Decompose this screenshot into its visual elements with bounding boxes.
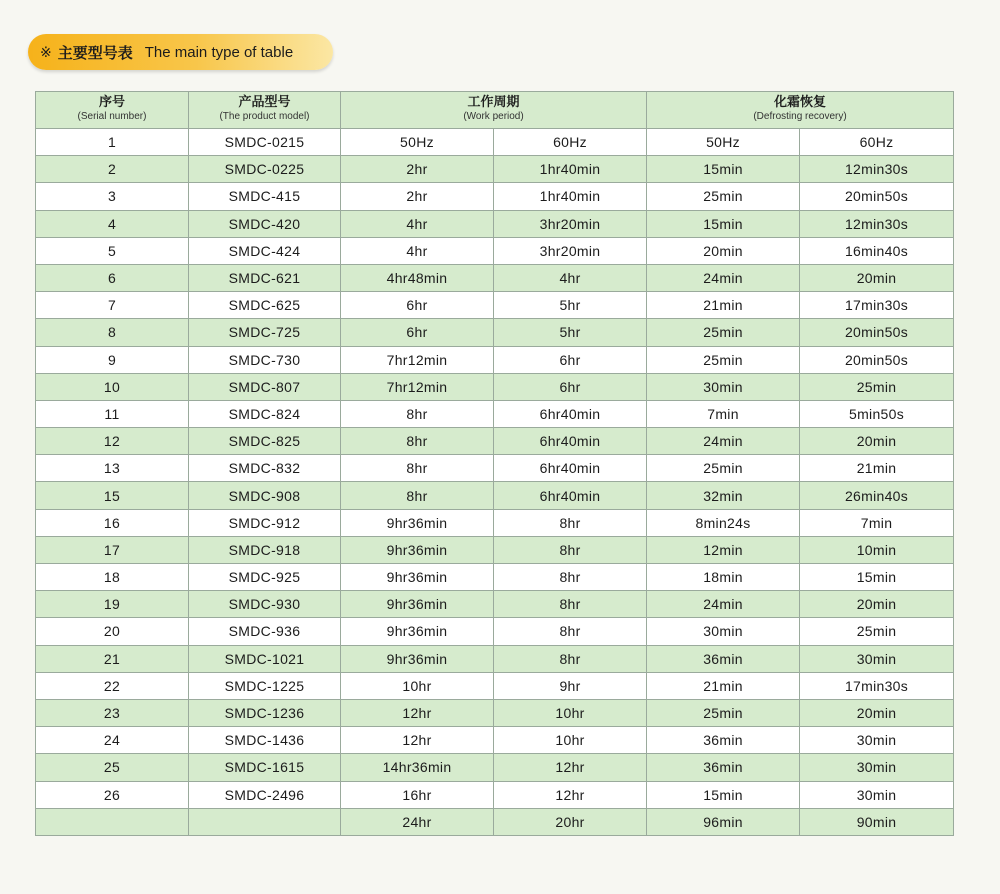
cell-work-60hz: 5hr <box>494 292 647 319</box>
table-row <box>36 699 954 726</box>
cell-defrost-50hz: 25min <box>647 699 800 726</box>
cell-work-60hz: 1hr40min <box>494 183 647 210</box>
cell-defrost-50hz: 15min <box>647 781 800 808</box>
header-work-zh: 工作周期 <box>467 95 520 110</box>
cell-defrost-60hz: 17min30s <box>800 672 954 699</box>
table-row <box>36 591 954 618</box>
cell-defrost-50hz: 12min <box>647 536 800 563</box>
cell-defrost-50hz: 25min <box>647 455 800 482</box>
cell-defrost-60hz: 5min50s <box>800 400 954 427</box>
cell-defrost-50hz: 96min <box>647 808 800 835</box>
header-serial-en: (Serial number) <box>77 111 147 122</box>
cell-work-50hz: 50Hz <box>341 129 494 156</box>
cell-work-50hz: 9hr36min <box>341 564 494 591</box>
cell-work-50hz: 6hr <box>341 292 494 319</box>
header-serial-number <box>36 92 189 129</box>
cell-defrost-50hz: 8min24s <box>647 509 800 536</box>
title-english: The main type of table <box>144 43 294 61</box>
table-row <box>36 210 954 237</box>
cell-serial-number: 9 <box>36 346 189 373</box>
cell-work-50hz: 9hr36min <box>341 618 494 645</box>
cell-product-model: SMDC-1021 <box>189 645 341 672</box>
cell-defrost-60hz: 20min <box>800 699 954 726</box>
cell-product-model: SMDC-424 <box>189 237 341 264</box>
cell-product-model: SMDC-420 <box>189 210 341 237</box>
table-row <box>36 536 954 563</box>
cell-serial-number: 22 <box>36 672 189 699</box>
cell-defrost-50hz: 24min <box>647 428 800 455</box>
header-model-zh: 产品型号 <box>238 95 291 110</box>
table-row <box>36 237 954 264</box>
cell-work-60hz: 6hr40min <box>494 482 647 509</box>
cell-work-50hz: 6hr <box>341 319 494 346</box>
table-row <box>36 400 954 427</box>
cell-product-model <box>189 808 341 835</box>
table-row <box>36 455 954 482</box>
cell-work-50hz: 8hr <box>341 400 494 427</box>
header-model-en: (The product model) <box>219 111 310 122</box>
cell-product-model: SMDC-832 <box>189 455 341 482</box>
cell-defrost-60hz: 16min40s <box>800 237 954 264</box>
cell-serial-number: 16 <box>36 509 189 536</box>
cell-defrost-60hz: 30min <box>800 645 954 672</box>
table-row <box>36 727 954 754</box>
table-row <box>36 781 954 808</box>
cell-defrost-60hz: 60Hz <box>800 129 954 156</box>
cell-defrost-60hz: 12min30s <box>800 210 954 237</box>
table-header-row <box>36 92 954 129</box>
cell-work-50hz: 9hr36min <box>341 591 494 618</box>
table-body <box>36 129 954 836</box>
cell-work-60hz: 4hr <box>494 264 647 291</box>
cell-work-50hz: 2hr <box>341 183 494 210</box>
cell-work-50hz: 7hr12min <box>341 346 494 373</box>
cell-work-60hz: 8hr <box>494 618 647 645</box>
header-work-en: (Work period) <box>463 111 524 122</box>
cell-defrost-60hz: 30min <box>800 754 954 781</box>
cell-defrost-50hz: 25min <box>647 319 800 346</box>
cell-serial-number: 24 <box>36 727 189 754</box>
cell-defrost-50hz: 24min <box>647 264 800 291</box>
cell-defrost-60hz: 20min <box>800 428 954 455</box>
cell-defrost-50hz: 30min <box>647 618 800 645</box>
cell-defrost-50hz: 25min <box>647 346 800 373</box>
cell-work-50hz: 8hr <box>341 482 494 509</box>
cell-serial-number: 17 <box>36 536 189 563</box>
cell-defrost-60hz: 20min <box>800 264 954 291</box>
main-type-table-container <box>35 91 953 836</box>
cell-defrost-50hz: 25min <box>647 183 800 210</box>
cell-work-60hz: 5hr <box>494 319 647 346</box>
cell-work-50hz: 24hr <box>341 808 494 835</box>
cell-defrost-60hz: 17min30s <box>800 292 954 319</box>
cell-product-model: SMDC-918 <box>189 536 341 563</box>
header-defrosting-recovery <box>647 92 954 129</box>
cell-work-50hz: 10hr <box>341 672 494 699</box>
cell-product-model: SMDC-825 <box>189 428 341 455</box>
cell-product-model: SMDC-912 <box>189 509 341 536</box>
table-row <box>36 645 954 672</box>
cell-serial-number: 2 <box>36 156 189 183</box>
table-row <box>36 156 954 183</box>
cell-product-model: SMDC-936 <box>189 618 341 645</box>
cell-defrost-50hz: 30min <box>647 373 800 400</box>
cell-defrost-60hz: 30min <box>800 727 954 754</box>
cell-work-60hz: 8hr <box>494 591 647 618</box>
cell-serial-number: 26 <box>36 781 189 808</box>
cell-work-60hz: 12hr <box>494 754 647 781</box>
header-defrost-en: (Defrosting recovery) <box>753 111 847 122</box>
cell-defrost-50hz: 21min <box>647 672 800 699</box>
cell-work-50hz: 9hr36min <box>341 645 494 672</box>
header-product-model <box>189 92 341 129</box>
header-defrost-zh: 化霜恢复 <box>774 95 827 110</box>
cell-defrost-60hz: 25min <box>800 618 954 645</box>
cell-work-60hz: 8hr <box>494 645 647 672</box>
cell-defrost-50hz: 50Hz <box>647 129 800 156</box>
cell-defrost-50hz: 20min <box>647 237 800 264</box>
table-row <box>36 129 954 156</box>
cell-serial-number: 11 <box>36 400 189 427</box>
cell-work-60hz: 9hr <box>494 672 647 699</box>
table-row <box>36 808 954 835</box>
cell-work-60hz: 6hr <box>494 346 647 373</box>
cell-defrost-60hz: 15min <box>800 564 954 591</box>
cell-defrost-50hz: 36min <box>647 754 800 781</box>
cell-defrost-50hz: 36min <box>647 727 800 754</box>
table-row <box>36 264 954 291</box>
cell-defrost-60hz: 7min <box>800 509 954 536</box>
cell-work-50hz: 9hr36min <box>341 536 494 563</box>
cell-product-model: SMDC-925 <box>189 564 341 591</box>
cell-defrost-50hz: 18min <box>647 564 800 591</box>
cell-work-60hz: 3hr20min <box>494 237 647 264</box>
table-title-banner <box>28 34 333 70</box>
cell-work-60hz: 6hr40min <box>494 428 647 455</box>
cell-work-60hz: 3hr20min <box>494 210 647 237</box>
header-serial-zh: 序号 <box>98 95 125 110</box>
cell-defrost-50hz: 15min <box>647 156 800 183</box>
cell-work-60hz: 8hr <box>494 536 647 563</box>
cell-product-model: SMDC-1615 <box>189 754 341 781</box>
table-row <box>36 428 954 455</box>
cell-product-model: SMDC-725 <box>189 319 341 346</box>
cell-defrost-50hz: 7min <box>647 400 800 427</box>
cell-defrost-60hz: 20min <box>800 591 954 618</box>
cell-work-50hz: 9hr36min <box>341 509 494 536</box>
cell-defrost-60hz: 20min50s <box>800 346 954 373</box>
cell-work-50hz: 8hr <box>341 428 494 455</box>
cell-product-model: SMDC-824 <box>189 400 341 427</box>
cell-serial-number: 7 <box>36 292 189 319</box>
cell-defrost-60hz: 20min50s <box>800 319 954 346</box>
cell-product-model: SMDC-730 <box>189 346 341 373</box>
cell-work-60hz: 6hr40min <box>494 455 647 482</box>
table-row <box>36 292 954 319</box>
cell-product-model: SMDC-908 <box>189 482 341 509</box>
table-row <box>36 672 954 699</box>
cell-product-model: SMDC-930 <box>189 591 341 618</box>
cell-product-model: SMDC-415 <box>189 183 341 210</box>
cell-work-50hz: 4hr <box>341 237 494 264</box>
cell-defrost-60hz: 90min <box>800 808 954 835</box>
cell-product-model: SMDC-0225 <box>189 156 341 183</box>
cell-serial-number: 20 <box>36 618 189 645</box>
cell-defrost-60hz: 12min30s <box>800 156 954 183</box>
cell-work-50hz: 14hr36min <box>341 754 494 781</box>
cell-defrost-60hz: 30min <box>800 781 954 808</box>
cell-work-50hz: 4hr48min <box>341 264 494 291</box>
table-row <box>36 183 954 210</box>
cell-work-50hz: 12hr <box>341 727 494 754</box>
cell-serial-number: 15 <box>36 482 189 509</box>
cell-work-50hz: 8hr <box>341 455 494 482</box>
header-work-period <box>341 92 647 129</box>
cell-work-50hz: 7hr12min <box>341 373 494 400</box>
cell-serial-number: 19 <box>36 591 189 618</box>
cell-product-model: SMDC-621 <box>189 264 341 291</box>
cell-defrost-50hz: 15min <box>647 210 800 237</box>
table-row <box>36 319 954 346</box>
cell-serial-number: 4 <box>36 210 189 237</box>
cell-defrost-60hz: 26min40s <box>800 482 954 509</box>
cell-work-60hz: 60Hz <box>494 129 647 156</box>
reference-mark-icon: ※ <box>40 43 52 60</box>
table-row <box>36 564 954 591</box>
title-chinese: 主要型号表 <box>57 43 133 62</box>
table-row <box>36 618 954 645</box>
cell-serial-number: 25 <box>36 754 189 781</box>
main-type-table <box>35 91 954 836</box>
cell-work-60hz: 10hr <box>494 699 647 726</box>
cell-work-50hz: 12hr <box>341 699 494 726</box>
cell-work-60hz: 12hr <box>494 781 647 808</box>
cell-serial-number: 10 <box>36 373 189 400</box>
table-row <box>36 754 954 781</box>
cell-defrost-50hz: 24min <box>647 591 800 618</box>
cell-product-model: SMDC-625 <box>189 292 341 319</box>
cell-work-60hz: 8hr <box>494 509 647 536</box>
cell-defrost-50hz: 36min <box>647 645 800 672</box>
cell-defrost-60hz: 20min50s <box>800 183 954 210</box>
cell-serial-number: 1 <box>36 129 189 156</box>
cell-work-60hz: 10hr <box>494 727 647 754</box>
cell-product-model: SMDC-807 <box>189 373 341 400</box>
cell-defrost-50hz: 32min <box>647 482 800 509</box>
cell-work-50hz: 4hr <box>341 210 494 237</box>
cell-work-60hz: 1hr40min <box>494 156 647 183</box>
cell-serial-number: 3 <box>36 183 189 210</box>
cell-product-model: SMDC-1436 <box>189 727 341 754</box>
table-row <box>36 346 954 373</box>
cell-product-model: SMDC-1225 <box>189 672 341 699</box>
cell-work-60hz: 6hr40min <box>494 400 647 427</box>
cell-defrost-60hz: 10min <box>800 536 954 563</box>
cell-work-60hz: 20hr <box>494 808 647 835</box>
cell-work-50hz: 2hr <box>341 156 494 183</box>
table-row <box>36 482 954 509</box>
cell-work-60hz: 6hr <box>494 373 647 400</box>
cell-product-model: SMDC-1236 <box>189 699 341 726</box>
cell-serial-number: 13 <box>36 455 189 482</box>
cell-defrost-60hz: 21min <box>800 455 954 482</box>
cell-product-model: SMDC-0215 <box>189 129 341 156</box>
cell-serial-number: 23 <box>36 699 189 726</box>
cell-serial-number: 5 <box>36 237 189 264</box>
cell-serial-number: 8 <box>36 319 189 346</box>
cell-product-model: SMDC-2496 <box>189 781 341 808</box>
cell-work-60hz: 8hr <box>494 564 647 591</box>
cell-defrost-50hz: 21min <box>647 292 800 319</box>
cell-serial-number: 12 <box>36 428 189 455</box>
cell-serial-number: 21 <box>36 645 189 672</box>
cell-serial-number: 6 <box>36 264 189 291</box>
table-row <box>36 373 954 400</box>
cell-serial-number <box>36 808 189 835</box>
table-row <box>36 509 954 536</box>
cell-work-50hz: 16hr <box>341 781 494 808</box>
cell-serial-number: 18 <box>36 564 189 591</box>
cell-defrost-60hz: 25min <box>800 373 954 400</box>
